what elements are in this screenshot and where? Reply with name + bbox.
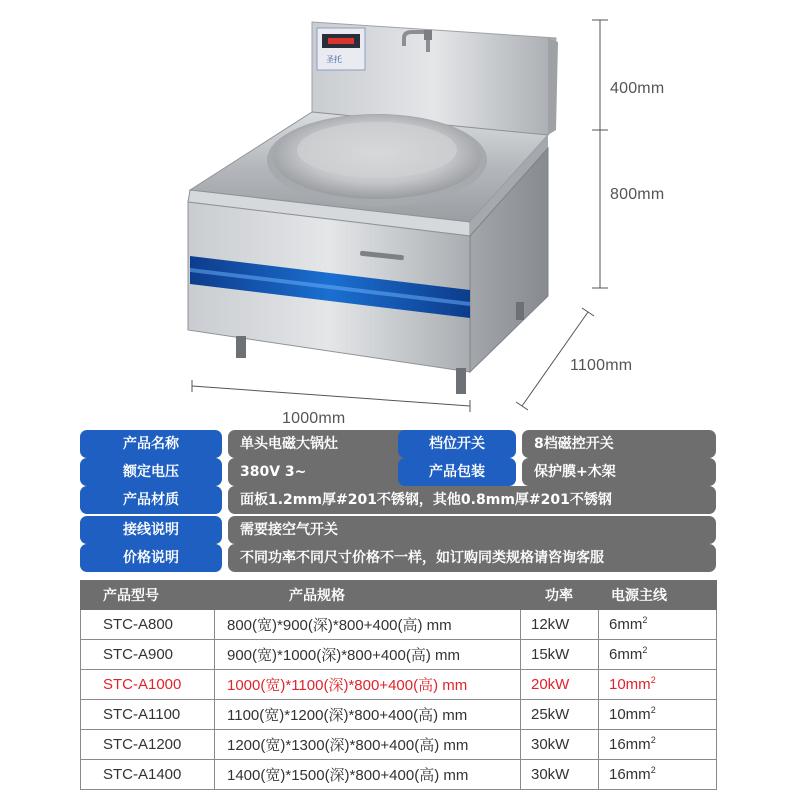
model-cell: STC-A1000 xyxy=(81,670,215,700)
power-cell: 12kW xyxy=(521,610,599,640)
spec-row xyxy=(80,544,716,572)
spec-cell: 900(宽)*1000(深)*800+400(高) mm xyxy=(215,640,521,670)
power-cell: 15kW xyxy=(521,640,599,670)
table-row xyxy=(81,640,717,670)
power-cell: 25kW xyxy=(521,700,599,730)
spec-cell: 800(宽)*900(深)*800+400(高) mm xyxy=(215,610,521,640)
cable-size-exponent: 2 xyxy=(650,675,656,685)
model-cell: STC-A800 xyxy=(81,610,215,640)
cable-cell xyxy=(599,670,717,700)
cable-size-exponent: 2 xyxy=(642,645,648,655)
leg xyxy=(516,302,524,320)
model-cell: STC-A1400 xyxy=(81,760,215,790)
cable-size-exponent: 2 xyxy=(650,735,656,745)
column-header-cable: 电源主线 xyxy=(599,581,717,610)
spec-label: 产品名称 xyxy=(80,430,222,458)
spec-value: 8档磁控开关 xyxy=(522,430,716,458)
spec-value: 保护膜+木架 xyxy=(522,458,716,486)
table-row xyxy=(81,670,717,700)
power-cell: 30kW xyxy=(521,730,599,760)
column-header-power: 功率 xyxy=(521,581,599,610)
spec-row xyxy=(80,486,716,514)
model-table xyxy=(80,580,717,790)
spec-cell: 1200(宽)*1300(深)*800+400(高) mm xyxy=(215,730,521,760)
width-label: 1000mm xyxy=(282,410,346,427)
table-header-row xyxy=(81,581,717,610)
table-body xyxy=(81,610,717,790)
height-top-label: 400mm xyxy=(610,80,665,97)
model-cell: STC-A1100 xyxy=(81,700,215,730)
cable-cell xyxy=(599,610,717,640)
table-row xyxy=(81,610,717,640)
column-header-model: 产品型号 xyxy=(81,581,215,610)
cable-size-exponent: 2 xyxy=(650,765,656,775)
spec-label: 价格说明 xyxy=(80,544,222,572)
spec-label: 产品包装 xyxy=(398,458,516,486)
spec-value: 需要接空气开关 xyxy=(228,516,716,544)
model-cell: STC-A900 xyxy=(81,640,215,670)
cable-size: 16mm xyxy=(609,766,651,783)
table-row xyxy=(81,760,717,790)
spec-cell: 1000(宽)*1100(深)*800+400(高) mm xyxy=(215,670,521,700)
cable-cell xyxy=(599,700,717,730)
spec-cell: 1100(宽)*1200(深)*800+400(高) mm xyxy=(215,700,521,730)
spec-row xyxy=(80,458,716,486)
model-cell: STC-A1200 xyxy=(81,730,215,760)
power-cell: 20kW xyxy=(521,670,599,700)
cable-size: 6mm xyxy=(609,616,643,633)
cable-cell xyxy=(599,640,717,670)
spec-value: 不同功率不同尺寸价格不一样，如订购同类规格请咨询客服 xyxy=(228,544,716,572)
leg xyxy=(236,336,246,358)
height-body-label: 800mm xyxy=(610,186,665,203)
spec-cell: 1400(宽)*1500(深)*800+400(高) mm xyxy=(215,760,521,790)
depth-label: 1100mm xyxy=(570,357,633,374)
cable-size: 10mm xyxy=(609,706,651,723)
cable-size: 6mm xyxy=(609,646,643,663)
spec-label: 额定电压 xyxy=(80,458,222,486)
table-row xyxy=(81,730,717,760)
spec-value: 面板1.2mm厚#201不锈钢，其他0.8mm厚#201不锈钢 xyxy=(228,486,716,514)
cable-size: 10mm xyxy=(609,676,651,693)
spec-value: 单头电磁大锅灶 xyxy=(228,430,472,458)
spec-value: 380V 3~ xyxy=(228,458,472,486)
cable-cell xyxy=(599,760,717,790)
brand-logo-text: 圣托 xyxy=(326,55,342,64)
spec-label: 接线说明 xyxy=(80,516,222,544)
cable-size-exponent: 2 xyxy=(650,705,656,715)
spec-label: 档位开关 xyxy=(398,430,516,458)
spec-row xyxy=(80,516,716,544)
power-cell: 30kW xyxy=(521,760,599,790)
spec-label: 产品材质 xyxy=(80,486,222,514)
table-row xyxy=(81,700,717,730)
cable-cell xyxy=(599,730,717,760)
column-header-spec: 产品规格 xyxy=(215,581,521,610)
cable-size-exponent: 2 xyxy=(642,615,648,625)
cable-size: 16mm xyxy=(609,736,651,753)
spec-row xyxy=(80,430,716,458)
leg xyxy=(456,368,466,394)
